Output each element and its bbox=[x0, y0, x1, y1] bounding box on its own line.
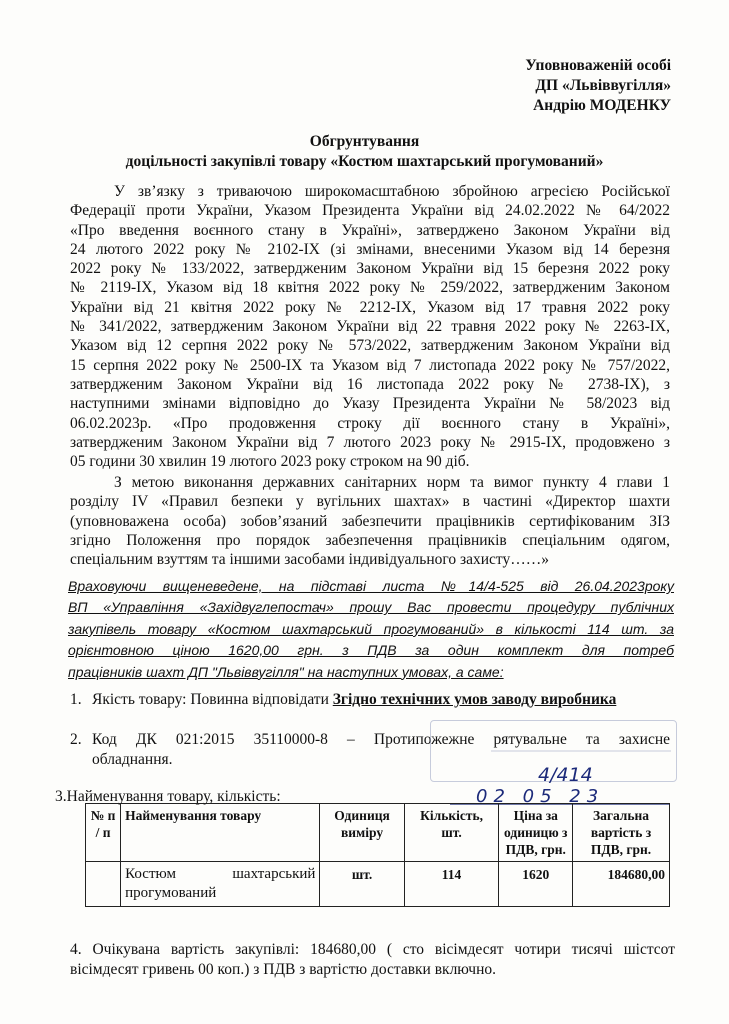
goods-table bbox=[85, 803, 670, 907]
addressee-block bbox=[525, 56, 671, 116]
item-3-label: 3.Найменування товару, кількість: bbox=[55, 788, 281, 805]
table-header-row bbox=[86, 804, 670, 862]
request-line: ВП «Управління «Західвуглепостач» прошу Вас провести процедуру публічних bbox=[68, 599, 674, 616]
title-line-1: Обгрунтування bbox=[309, 133, 420, 150]
item-1-value: Згідно технічних умов заводу виробника bbox=[332, 691, 617, 708]
intro-paragraph bbox=[70, 182, 670, 471]
intro-line: наступними змінами відповідно до Указу Президента України № 58/2023 від bbox=[70, 395, 670, 413]
intro-line: 05 години 30 хвилин 19 лютого 2023 року строком на 90 діб. bbox=[70, 453, 470, 471]
cell-total: 184680,00 bbox=[573, 862, 670, 907]
intro-line: Федерації проти України, Указом Президента України від 24.02.2022 № 64/2022 bbox=[70, 202, 670, 220]
title-line-2: доцільності закупівлі товару «Костюм шахтарський прогумований» bbox=[125, 153, 604, 170]
purpose-line: (уповноважена особа) зобов’язаний забезпечити працівників сертифікованим ЗІЗ bbox=[70, 512, 670, 530]
item-1-number: 1. bbox=[70, 691, 82, 708]
intro-line: «Про введення воєнного стану в Україні», затверджено Законом України від bbox=[70, 221, 670, 239]
request-paragraph bbox=[68, 576, 674, 683]
intro-line: 24 лютого 2022 року № 2102-IX (зі змінами, внесеними Указом від 14 березня bbox=[70, 240, 670, 258]
header-unit: Одиниця виміру bbox=[320, 804, 404, 862]
intro-line: 06.02.2023р. «Про продовження строку дії воєнного стану в Україні», bbox=[70, 414, 670, 432]
cell-price: 1620 bbox=[499, 862, 573, 907]
header-name: Найменування товару bbox=[121, 804, 320, 862]
request-line: Враховуючи вищеневедене, на підставі листа №14/4-525 від 26.04.2023року bbox=[68, 578, 674, 594]
item-4-line-2: вісімдесят гривень 00 коп.) з ПДВ з вартістю доставки включно. bbox=[70, 961, 497, 978]
item-4-line-1: 4. Очікувана вартість закупівлі: 184680,00 ( сто вісімдесят чотири тисячі шістсот bbox=[70, 941, 675, 958]
cell-unit: шт. bbox=[320, 862, 404, 907]
addressee-line-3: Андрію МОДЕНКУ bbox=[533, 97, 671, 114]
intro-line: 2022 року № 133/2022, затвердженим Законом України від 15 березня 2022 року bbox=[70, 260, 670, 278]
purpose-line: спеціальним взуттям та іншими засобами індивідуального захисту……» bbox=[70, 551, 549, 569]
cell-name: Костюм шахтарський прогумований bbox=[121, 862, 320, 907]
intro-line: 15 серпня 2022 року № 2500-IX та Указом від 7 листопада 2022 року № 757/2022, bbox=[70, 356, 670, 374]
item-quality bbox=[70, 690, 680, 710]
registration-number: 4/414 bbox=[538, 764, 593, 786]
header-total: Загальна вартість з ПДВ, грн. bbox=[573, 804, 670, 862]
intro-line: У зв’язку з триваючою широкомасштабною збройною агресією Російської bbox=[114, 183, 670, 200]
item-2-line-1: Код ДК 021:2015 35110000-8 – Протипожежне рятувальне та захисне bbox=[92, 731, 670, 748]
purpose-paragraph bbox=[70, 473, 670, 569]
document-title bbox=[0, 132, 729, 172]
item-expected-cost bbox=[70, 940, 675, 980]
cell-qty: 114 bbox=[404, 862, 499, 907]
intro-line: України від 21 квітня 2022 року № 2212-IX, Указом від 17 травня 2022 року bbox=[70, 298, 670, 316]
item-1-label: Якість товару: Повинна відповідати bbox=[92, 691, 333, 708]
item-2-line-2: обладнання. bbox=[92, 751, 173, 768]
intro-line: № 2119-IX, Указом від 18 квітня 2022 року № 259/2022, затвердженим Законом bbox=[70, 279, 670, 297]
addressee-line-1: Уповноваженій особі bbox=[525, 57, 671, 74]
intro-line: № 341/2022, затвердженим Законом України від 22 травня 2022 року № 2263-IX, bbox=[70, 318, 670, 336]
purpose-line: згідно Положення про порядок забезпечення працівників спеціальним одягом, bbox=[70, 531, 670, 549]
table-row bbox=[86, 862, 670, 907]
request-line: орієнтовною ціною 1620,00 грн. з ПДВ за один комплект для потреб bbox=[68, 642, 674, 659]
item-2-number: 2. bbox=[70, 731, 82, 748]
header-price: Ціна за одиницю з ПДВ, грн. bbox=[499, 804, 573, 862]
request-line: працівників шахт ДП "Львіввугілля" на наступних умовах, а саме: bbox=[68, 663, 504, 680]
request-line: закупівель товару «Костюм шахтарський прогумований» в кількості 114 шт. за bbox=[68, 620, 674, 637]
intro-line: затвердженим Законом України від 7 лютого 2023 року № 2915-IX, продовжено з bbox=[70, 433, 670, 451]
header-qty: Кількість, шт. bbox=[404, 804, 499, 862]
cell-num bbox=[86, 862, 121, 907]
purpose-line: розділу IV «Правил безпеки у вугільних шахтах» в частині «Директор шахти bbox=[70, 493, 670, 511]
purpose-line: З метою виконання державних санітарних норм та вимог пункту 4 глави 1 bbox=[114, 474, 670, 491]
header-num: № п / п bbox=[86, 804, 121, 862]
intro-line: затвердженим Законом України від 16 листопада 2022 року № 2738-IX), з bbox=[70, 375, 670, 393]
intro-line: Указом від 12 серпня 2022 року № 573/2022, затвердженим Законом України від bbox=[70, 337, 670, 355]
registration-date: 02 05 23 bbox=[476, 786, 605, 807]
addressee-line-2: ДП «Львіввугілля» bbox=[535, 77, 671, 94]
